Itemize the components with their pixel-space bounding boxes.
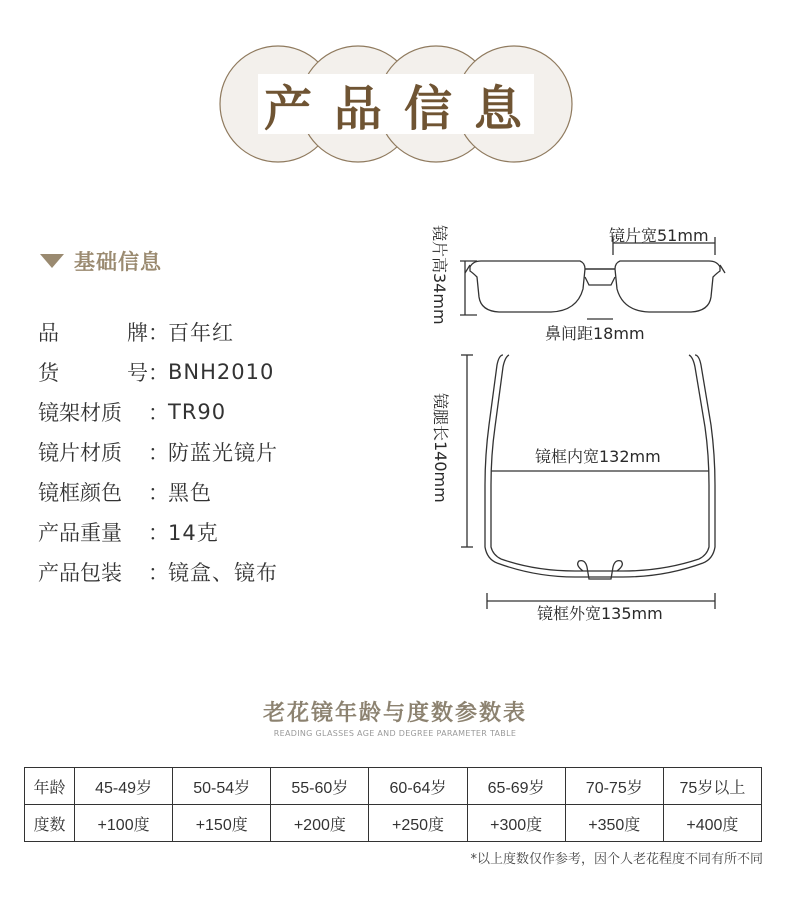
spec-colon: ： xyxy=(148,441,169,465)
spec-row-frame-material xyxy=(38,392,338,432)
table-cell: 60-64岁 xyxy=(369,768,467,805)
left-lens-outline xyxy=(470,261,585,312)
table-cell: +100度 xyxy=(75,805,173,842)
spec-colon: ： xyxy=(148,401,169,425)
frame-front-top-view xyxy=(497,563,703,577)
glasses-drawing xyxy=(415,215,745,635)
table-cell: +350度 xyxy=(565,805,663,842)
spec-label: 产品包装 xyxy=(38,561,122,585)
table-cell: +200度 xyxy=(271,805,369,842)
table-subtitle: READING GLASSES AGE AND DEGREE PARAMETER TABLE xyxy=(273,729,517,738)
glasses-dimension-diagram xyxy=(415,215,745,635)
reference-note: *以上度数仅作参考，因个人老花程度不同有所不同 xyxy=(470,852,763,867)
table-cell: +150度 xyxy=(173,805,271,842)
right-lens-outline xyxy=(615,261,720,312)
spec-value: 镜盒、镜布 xyxy=(168,561,278,585)
bridge-width-label: 鼻间距18mm xyxy=(545,324,645,343)
spec-label: 镜框颜色 xyxy=(38,481,122,505)
spec-row-packaging xyxy=(38,552,338,592)
spec-label: 镜架材质 xyxy=(38,401,122,425)
table-row-header: 年龄 xyxy=(25,768,75,805)
outer-width-label: 镜框外宽135mm xyxy=(537,604,663,623)
spec-label xyxy=(38,357,148,387)
spec-label-char-2: 牌 xyxy=(127,321,148,345)
table-cell: 75岁以上 xyxy=(663,768,761,805)
table-cell: +250度 xyxy=(369,805,467,842)
spec-value: TR90 xyxy=(168,400,227,424)
page-title: 产品信息 xyxy=(263,80,544,137)
table-cell: +300度 xyxy=(467,805,565,842)
table-row-age xyxy=(25,768,762,805)
spec-label: 产品重量 xyxy=(38,521,122,545)
table-cell: 50-54岁 xyxy=(173,768,271,805)
spec-label: 镜片材质 xyxy=(38,441,122,465)
table-cell: 70-75岁 xyxy=(565,768,663,805)
spec-colon: ： xyxy=(148,481,169,505)
spec-row-brand xyxy=(38,312,338,352)
lens-width-label: 镜片宽51mm xyxy=(609,226,709,245)
section-heading xyxy=(40,246,162,276)
triangle-down-icon xyxy=(40,254,64,268)
spec-value: 防蓝光镜片 xyxy=(168,441,278,465)
spec-colon: ： xyxy=(148,321,169,345)
table-title: 老花镜年龄与度数参数表 xyxy=(262,701,527,726)
spec-label-char-1: 品 xyxy=(38,321,59,345)
spec-row-weight xyxy=(38,512,338,552)
spec-row-lens-material xyxy=(38,432,338,472)
table-cell: 55-60岁 xyxy=(271,768,369,805)
lens-height-label: 镜片高34mm xyxy=(430,225,449,325)
spec-colon: ： xyxy=(148,361,169,385)
spec-label xyxy=(38,317,148,347)
page-title-block xyxy=(218,44,574,164)
spec-value: 黑色 xyxy=(168,481,212,505)
table-cell: 45-49岁 xyxy=(75,768,173,805)
age-degree-table xyxy=(24,767,762,842)
nose-pads xyxy=(578,561,623,579)
table-row-degree xyxy=(25,805,762,842)
spec-list xyxy=(38,312,338,592)
spec-colon: ： xyxy=(148,561,169,585)
section-heading-label: 基础信息 xyxy=(74,250,162,274)
inner-width-label: 镜框内宽132mm xyxy=(535,447,661,466)
spec-colon: ： xyxy=(148,521,169,545)
table-row-header: 度数 xyxy=(25,805,75,842)
table-cell: +400度 xyxy=(663,805,761,842)
temple-length-label: 镜腿长140mm xyxy=(431,393,450,503)
spec-label-char-2: 号 xyxy=(127,361,148,385)
spec-value: BNH2010 xyxy=(168,360,275,384)
spec-value: 百年红 xyxy=(168,321,234,345)
spec-row-frame-color xyxy=(38,472,338,512)
spec-value: 14克 xyxy=(168,521,219,545)
spec-row-item-number xyxy=(38,352,338,392)
table-cell: 65-69岁 xyxy=(467,768,565,805)
spec-label-char-1: 货 xyxy=(38,361,59,385)
